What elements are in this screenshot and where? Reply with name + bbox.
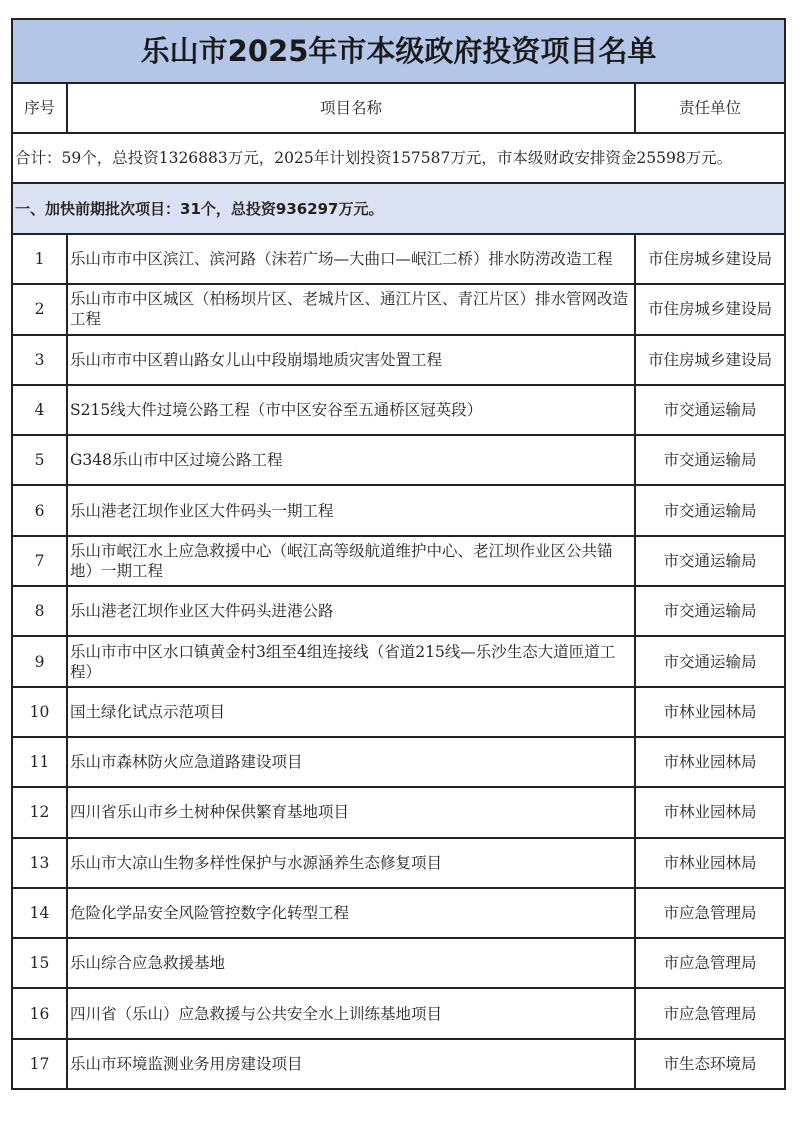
row-project-name: 乐山综合应急救援基地 [67, 938, 635, 988]
page-title: 乐山市2025年市本级政府投资项目名单 [12, 19, 785, 83]
table-row [12, 385, 785, 435]
table-row [12, 938, 785, 988]
row-responsible-unit: 市交通运输局 [635, 536, 785, 586]
row-index: 14 [12, 888, 67, 938]
row-project-name: S215线大件过境公路工程（市中区安谷至五通桥区冠英段） [67, 385, 635, 435]
row-index: 13 [12, 838, 67, 888]
row-responsible-unit: 市住房城乡建设局 [635, 234, 785, 284]
row-project-name: 乐山市大凉山生物多样性保护与水源涵养生态修复项目 [67, 838, 635, 888]
table-row [12, 536, 785, 586]
table-row [12, 687, 785, 737]
project-list-sheet [11, 18, 784, 1090]
row-responsible-unit: 市应急管理局 [635, 888, 785, 938]
table-row [12, 888, 785, 938]
row-index: 2 [12, 284, 67, 334]
table-row [12, 787, 785, 837]
row-index: 10 [12, 687, 67, 737]
row-index: 8 [12, 586, 67, 636]
row-project-name: 乐山市市中区城区（柏杨坝片区、老城片区、通江片区、青江片区）排水管网改造工程 [67, 284, 635, 334]
column-header-index: 序号 [12, 83, 67, 133]
table-row [12, 284, 785, 334]
row-responsible-unit: 市交通运输局 [635, 385, 785, 435]
row-project-name: 乐山市市中区水口镇黄金村3组至4组连接线（省道215线—乐沙生态大道匝道工程） [67, 636, 635, 686]
row-project-name: 危险化学品安全风险管控数字化转型工程 [67, 888, 635, 938]
row-responsible-unit: 市住房城乡建设局 [635, 284, 785, 334]
table-row [12, 1039, 785, 1089]
table-row [12, 988, 785, 1038]
row-project-name: 乐山港老江坝作业区大件码头进港公路 [67, 586, 635, 636]
table-row [12, 234, 785, 284]
row-responsible-unit: 市应急管理局 [635, 938, 785, 988]
row-index: 6 [12, 485, 67, 535]
row-index: 4 [12, 385, 67, 435]
header-row [12, 83, 785, 133]
row-responsible-unit: 市应急管理局 [635, 988, 785, 1038]
table-row [12, 636, 785, 686]
row-responsible-unit: 市林业园林局 [635, 687, 785, 737]
table-row [12, 435, 785, 485]
row-index: 17 [12, 1039, 67, 1089]
project-table [11, 18, 786, 1090]
row-index: 3 [12, 335, 67, 385]
row-responsible-unit: 市交通运输局 [635, 636, 785, 686]
table-row [12, 737, 785, 787]
row-project-name: G348乐山市中区过境公路工程 [67, 435, 635, 485]
table-row [12, 586, 785, 636]
title-row [12, 19, 785, 83]
column-header-name: 项目名称 [67, 83, 635, 133]
row-responsible-unit: 市交通运输局 [635, 586, 785, 636]
column-header-unit: 责任单位 [635, 83, 785, 133]
row-responsible-unit: 市林业园林局 [635, 737, 785, 787]
row-index: 12 [12, 787, 67, 837]
section-heading: 一、加快前期批次项目：31个，总投资936297万元。 [12, 183, 785, 234]
row-index: 16 [12, 988, 67, 1038]
row-responsible-unit: 市生态环境局 [635, 1039, 785, 1089]
table-row [12, 485, 785, 535]
row-project-name: 四川省乐山市乡土树种保供繁育基地项目 [67, 787, 635, 837]
summary-text: 合计：59个，总投资1326883万元，2025年计划投资157587万元，市本级财政安排资金25598万元。 [12, 133, 785, 183]
row-project-name: 国土绿化试点示范项目 [67, 687, 635, 737]
row-index: 1 [12, 234, 67, 284]
row-index: 15 [12, 938, 67, 988]
row-responsible-unit: 市林业园林局 [635, 787, 785, 837]
row-index: 5 [12, 435, 67, 485]
row-index: 7 [12, 536, 67, 586]
table-row [12, 838, 785, 888]
row-project-name: 乐山市森林防火应急道路建设项目 [67, 737, 635, 787]
row-index: 9 [12, 636, 67, 686]
row-project-name: 乐山市市中区滨江、滨河路（沫若广场—大曲口—岷江二桥）排水防涝改造工程 [67, 234, 635, 284]
row-project-name: 四川省（乐山）应急救援与公共安全水上训练基地项目 [67, 988, 635, 1038]
row-responsible-unit: 市林业园林局 [635, 838, 785, 888]
summary-row [12, 133, 785, 183]
row-responsible-unit: 市交通运输局 [635, 435, 785, 485]
row-project-name: 乐山港老江坝作业区大件码头一期工程 [67, 485, 635, 535]
section-row [12, 183, 785, 234]
row-responsible-unit: 市住房城乡建设局 [635, 335, 785, 385]
row-index: 11 [12, 737, 67, 787]
row-project-name: 乐山市市中区碧山路女儿山中段崩塌地质灾害处置工程 [67, 335, 635, 385]
row-project-name: 乐山市岷江水上应急救援中心（岷江高等级航道维护中心、老江坝作业区公共锚地）一期工程 [67, 536, 635, 586]
row-responsible-unit: 市交通运输局 [635, 485, 785, 535]
table-row [12, 335, 785, 385]
row-project-name: 乐山市环境监测业务用房建设项目 [67, 1039, 635, 1089]
